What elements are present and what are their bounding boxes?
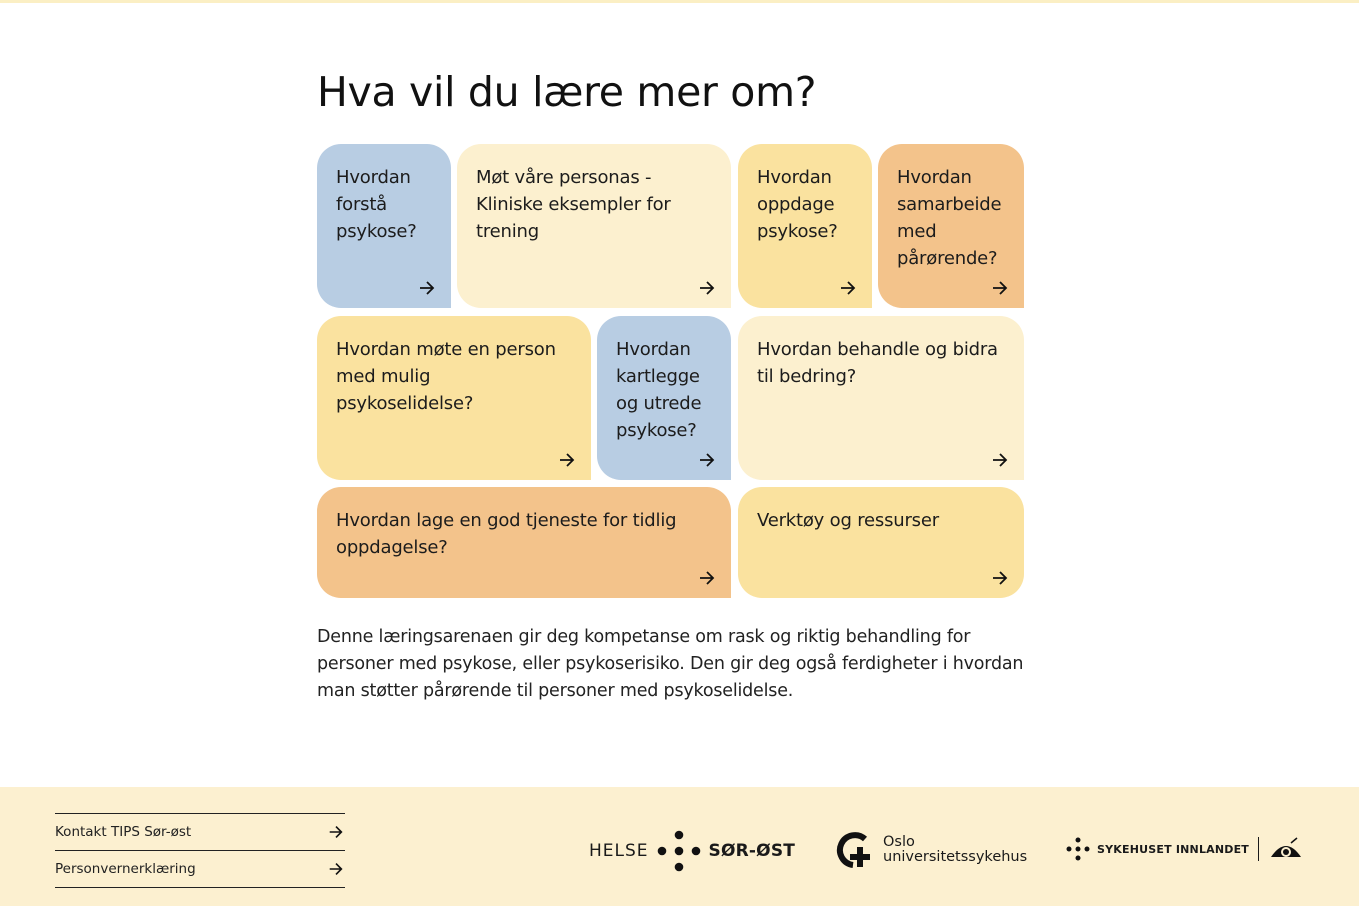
sykehuset-innlandet-logo[interactable] bbox=[1066, 837, 1303, 861]
footer-link-personvern[interactable] bbox=[55, 851, 345, 888]
helse-sor-ost-logo[interactable] bbox=[589, 830, 795, 872]
card-label: Verktøy og ressurser bbox=[757, 510, 939, 531]
footer-link-label: Kontakt TIPS Sør-øst bbox=[55, 824, 192, 840]
arrow-right-icon bbox=[327, 860, 345, 878]
ous-logo[interactable] bbox=[835, 831, 1027, 869]
arrow-right-icon bbox=[327, 823, 345, 841]
card-personas[interactable] bbox=[457, 144, 731, 308]
card-kartlegge-utrede[interactable] bbox=[597, 316, 731, 480]
card-oppdage-psykose[interactable] bbox=[738, 144, 872, 308]
card-behandle-bedring[interactable] bbox=[738, 316, 1024, 480]
ous-line1: Oslo bbox=[883, 834, 915, 850]
card-forsta-psykose[interactable] bbox=[317, 144, 451, 308]
arrow-right-icon bbox=[417, 278, 437, 298]
card-god-tjeneste[interactable] bbox=[317, 487, 731, 598]
footer bbox=[0, 787, 1359, 906]
arrow-right-icon bbox=[697, 278, 717, 298]
card-label: Hvordan samarbeide med pårørende? bbox=[897, 167, 1002, 269]
arrow-right-icon bbox=[990, 568, 1010, 588]
card-verktoy-ressurser[interactable] bbox=[738, 487, 1024, 598]
footer-links bbox=[55, 813, 345, 888]
card-label: Hvordan lage en god tjeneste for tidlig oppdagelse? bbox=[336, 510, 677, 558]
arrow-right-icon bbox=[990, 278, 1010, 298]
logo-word-helse: HELSE bbox=[589, 841, 649, 861]
card-label: Hvordan møte en person med mulig psykoselidelse? bbox=[336, 339, 556, 414]
arrow-right-icon bbox=[697, 450, 717, 470]
card-label: Hvordan behandle og bidra til bedring? bbox=[757, 339, 998, 387]
logo-word-sor-ost: SØR-ØST bbox=[708, 841, 796, 861]
page-title: Hva vil du lære mer om? bbox=[317, 68, 817, 116]
card-label: Hvordan oppdage psykose? bbox=[757, 167, 838, 242]
footer-link-kontakt[interactable] bbox=[55, 814, 345, 851]
card-label: Hvordan forstå psykose? bbox=[336, 167, 417, 242]
si-name: SYKEHUSET INNLANDET bbox=[1097, 842, 1250, 856]
card-mote-person[interactable] bbox=[317, 316, 591, 480]
eye-icon bbox=[1269, 837, 1303, 861]
ous-line2: universitetssykehus bbox=[883, 849, 1028, 865]
ous-name bbox=[883, 835, 1027, 865]
card-label: Hvordan kartlegge og utrede psykose? bbox=[616, 339, 702, 441]
arrow-right-icon bbox=[990, 450, 1010, 470]
card-label: Møt våre personas - Kliniske eksempler for trening bbox=[476, 167, 671, 242]
footer-link-label: Personvernerklæring bbox=[55, 861, 196, 877]
arrow-right-icon bbox=[557, 450, 577, 470]
arrow-right-icon bbox=[697, 568, 717, 588]
arrow-right-icon bbox=[838, 278, 858, 298]
logo-divider bbox=[1258, 837, 1259, 861]
ous-cross-icon bbox=[835, 831, 873, 869]
card-samarbeide-parorende[interactable] bbox=[878, 144, 1024, 308]
intro-description: Denne læringsarenaen gir deg kompetanse om rask og riktig behandling for personer med psykose, eller psykoserisiko. Den gir deg også ferdigheter i hvordan man støtter pårørende til personer med psykoselidelse. bbox=[317, 627, 1024, 701]
dots-cross-icon bbox=[1066, 837, 1090, 861]
top-accent-line bbox=[0, 0, 1359, 3]
dots-cross-icon bbox=[657, 830, 701, 872]
